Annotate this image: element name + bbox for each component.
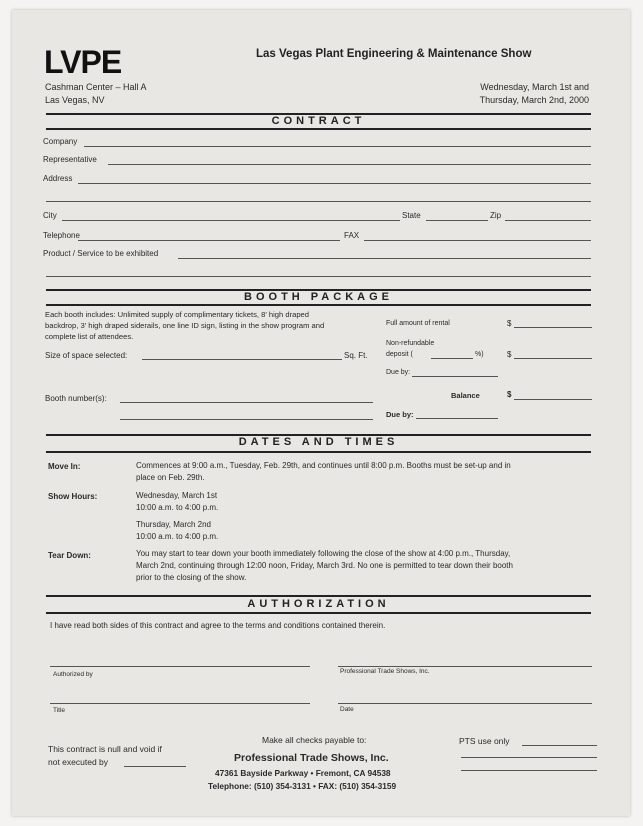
show-hours1: 10:00 a.m. to 4:00 p.m. [136,503,219,512]
product-field[interactable] [178,258,591,259]
dollar-sign: $ [507,390,512,399]
divider [46,128,591,130]
executed-by-field[interactable] [124,766,186,767]
divider [46,595,591,597]
logo: LVPE [44,44,122,80]
show-day2: Thursday, March 2nd [136,520,211,529]
full-amount-field[interactable] [514,327,592,328]
tear-down-text: You may start to tear down your booth immediately following the close of the show at 4:00 p.m., Thursday, March 2nd, continuing through 12:00 noon, Friday, March 3rd. No one is permitted to tear down their booth prior to the closing of the show. [136,549,513,582]
contract-heading: CONTRACT [271,115,366,127]
state-field[interactable] [426,220,488,221]
fax-field[interactable] [364,240,591,241]
contract-form [12,10,630,816]
address-field[interactable] [78,183,591,184]
telephone-label: Telephone [43,231,80,240]
tear-down-label: Tear Down: [48,551,91,560]
due-by-label: Due by: [386,369,411,376]
dollar-sign: $ [507,319,512,328]
show-hours-label: Show Hours: [48,492,98,501]
divider [46,304,591,306]
full-amount-label: Full amount of rental [386,320,450,327]
pts-use-field-line2[interactable] [461,757,597,758]
venue-line1: Cashman Center – Hall A [45,82,147,92]
date-line2: Thursday, March 2nd, 2000 [479,95,589,105]
date-field[interactable] [338,703,592,704]
null-void-text1: This contract is null and void if [48,744,162,754]
title-label: Title [53,707,66,714]
authorized-by-field[interactable] [50,666,310,667]
balance-due-by-label: Due by: [386,410,414,419]
booth-numbers-field[interactable] [120,402,373,403]
booth-numbers-field-line2[interactable] [120,419,373,420]
state-label: State [402,211,421,220]
telephone-field[interactable] [78,240,340,241]
venue-line2: Las Vegas, NV [45,95,105,105]
address-field-line2[interactable] [46,201,591,202]
company-field[interactable] [84,146,591,147]
show-day1: Wednesday, March 1st [136,491,218,500]
deposit-label: deposit ( [386,351,413,358]
title-field[interactable] [50,703,310,704]
payee-name: Professional Trade Shows, Inc. [234,752,389,764]
city-label: City [43,211,57,220]
deposit-field[interactable] [514,358,592,359]
balance-field[interactable] [514,399,592,400]
date-label: Date [340,706,354,713]
divider [46,451,591,453]
address-label: Address [43,174,73,183]
percent-label: %) [475,351,484,358]
pts-signature-label: Professional Trade Shows, Inc. [340,668,430,675]
deposit-due-by-field[interactable] [412,376,498,377]
representative-label: Representative [43,155,97,164]
fax-label: FAX [344,231,360,240]
zip-field[interactable] [505,220,591,221]
null-void-text2: not executed by [48,757,109,767]
agreement-statement: I have read both sides of this contract and agree to the terms and conditions contained therein. [50,621,386,630]
booth-package-heading: BOOTH PACKAGE [244,291,393,303]
zip-label: Zip [490,211,502,220]
product-field-line2[interactable] [46,276,591,277]
show-title: Las Vegas Plant Engineering & Maintenance Show [256,48,532,60]
date-line1: Wednesday, March 1st and [480,82,589,92]
company-label: Company [43,137,78,146]
dates-heading: DATES AND TIMES [238,436,399,448]
dollar-sign: $ [507,350,512,359]
city-field[interactable] [62,220,400,221]
show-hours2: 10:00 a.m. to 4:00 p.m. [136,532,219,541]
pts-use-label: PTS use only [459,736,510,746]
sqft-label: Sq. Ft. [344,351,368,360]
booth-includes-text: Each booth includes: Unlimited supply of complimentary tickets, 8' high draped backdrop, 3' high draped siderails, one line ID sign, listing in the show program and complete list of attendees. [45,310,325,341]
nonrefundable-label: Non-refundable [386,340,435,347]
move-in-label: Move In: [48,462,81,471]
balance-due-by-field[interactable] [416,418,498,419]
pts-use-field-line3[interactable] [461,770,597,771]
product-label: Product / Service to be exhibited [43,249,159,258]
divider [46,612,591,614]
representative-field[interactable] [108,164,591,165]
size-field[interactable] [142,359,342,360]
booth-numbers-label: Booth number(s): [45,394,107,403]
pts-use-field[interactable] [522,745,597,746]
authorized-by-label: Authorized by [53,671,93,678]
payee-phone: Telephone: (510) 354-3131 • FAX: (510) 354-3159 [208,781,397,791]
authorization-heading: AUTHORIZATION [247,598,390,610]
balance-label: Balance [451,391,480,400]
deposit-percent-field[interactable] [431,358,473,359]
size-label: Size of space selected: [45,351,128,360]
move-in-text: Commences at 9:00 a.m., Tuesday, Feb. 29th, and continues until 8:00 p.m. Booths must be set-up and in place on Feb. 29th. [136,461,511,482]
checks-payable-text: Make all checks payable to: [262,735,367,745]
pts-signature-field[interactable] [338,666,592,667]
payee-address: 47361 Bayside Parkway • Fremont, CA 94538 [215,768,391,778]
